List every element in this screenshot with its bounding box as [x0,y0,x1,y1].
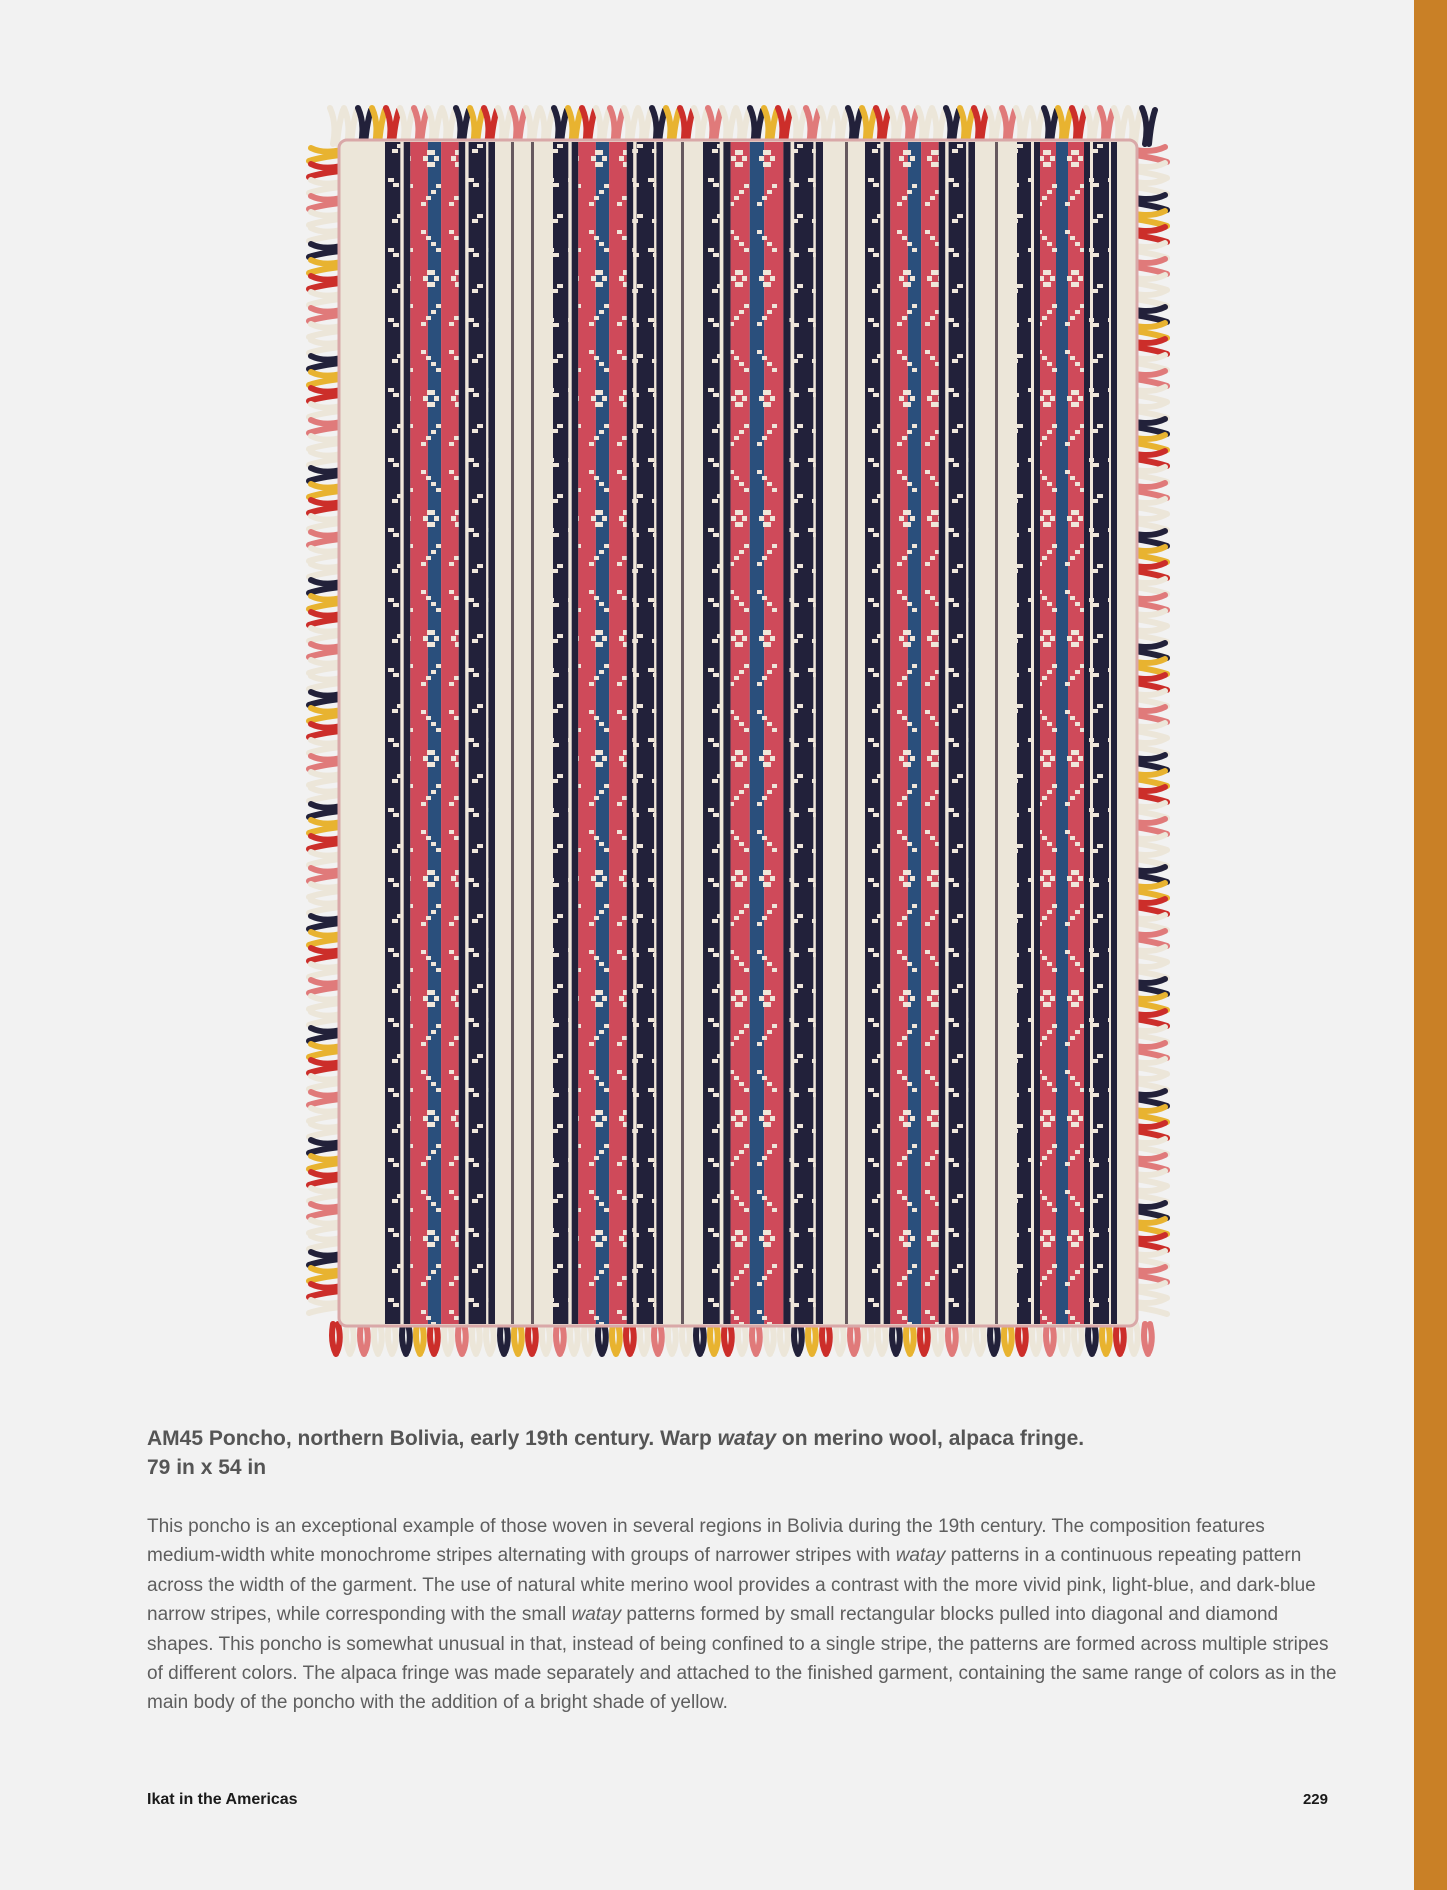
body-segment-3: patterns formed by small rectangular blocks pulled into diagonal and diamond shapes. This poncho is somewhat unusual in that, instead of being confined to a single stripe, the patterns are formed across multiple stripes of different colors. The alpaca fringe was made separately and attached to the finished garment, containing the same range of colors as in the main body of the poncho with the addition of a bright shade of yellow. [147,1604,1337,1714]
body-italic-term-1: watay [895,1545,946,1567]
body-segment-2: patterns in a continuous repeating pattern across the width of the garment. The use of natural white merino wool provides a contrast with the more vivid pink, light-blue, and dark-blue narrow stripes, while corresponding with the small [147,1545,1316,1626]
description-paragraph [147,1512,1337,1718]
body-italic-term-2: watay [571,1604,622,1626]
poncho-body [339,140,1137,1326]
figure-title-part2: on merino wool, alpaca fringe. [776,1427,1085,1450]
caption-title-line [147,1424,1327,1453]
figure-title-part1: Poncho, northern Bolivia, early 19th century. Warp [208,1427,718,1450]
figure-code: AM45 [147,1427,204,1450]
poncho-photograph [305,100,1171,1358]
page-number: 229 [1302,1791,1328,1808]
figure-dimensions: 79 in x 54 in [147,1456,267,1479]
figure-caption [147,1424,1327,1482]
figure-title-italic: watay [717,1427,777,1450]
accent-side-bar [1414,0,1447,1890]
body-segment-1: This poncho is an exceptional example of those woven in several regions in Bolivia during the 19th century. The composition features medium-width white monochrome stripes alternating with groups of narrower stripes with [147,1516,1265,1567]
running-footer-book-title: Ikat in the Americas [147,1791,298,1808]
